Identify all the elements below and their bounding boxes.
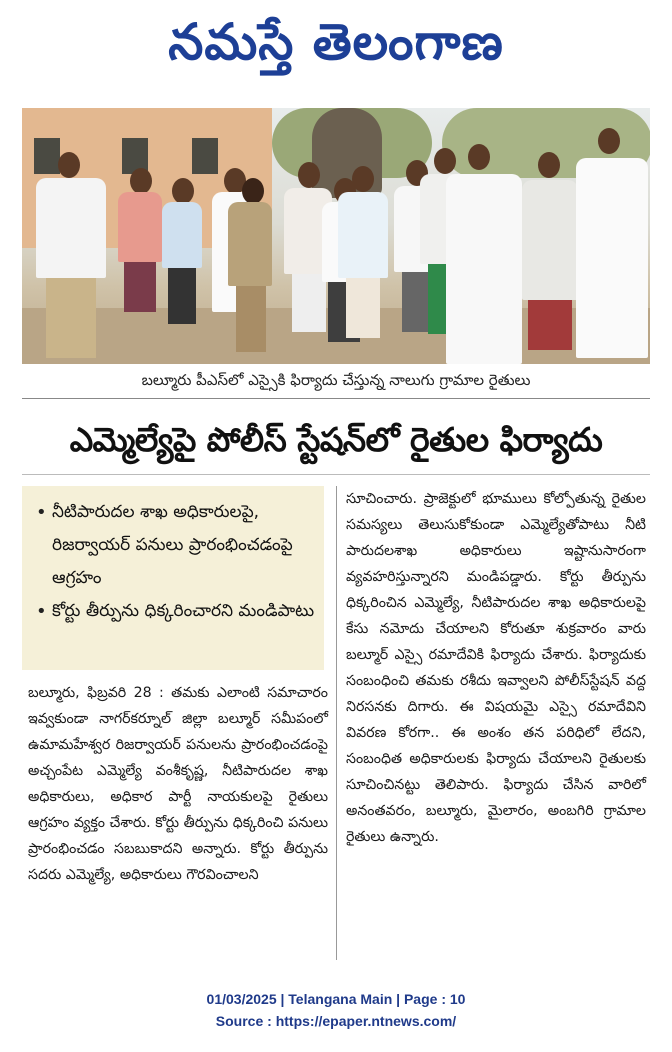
column-divider	[336, 486, 337, 960]
footer-source-link[interactable]: Source : https://epaper.ntnews.com/	[215, 1013, 457, 1029]
caption-divider	[22, 398, 650, 399]
photo-caption: బల్మూరు పీఎస్‌లో ఎస్సైకి ఫిర్యాదు చేస్తున్న నాలుగు గ్రామాల రైతులు	[141, 371, 531, 389]
news-photo	[22, 108, 650, 364]
highlights-box	[22, 486, 324, 670]
highlight-item: • నీటిపారుదల శాఖ అధికారులపై, రిజర్వాయర్ పనులు ప్రారంభించడంపై ఆగ్రహం	[36, 496, 316, 595]
highlight-item: • కోర్టు తీర్పును ధిక్కరించారని మండిపాటు	[36, 595, 316, 628]
article-paragraph: సూచించారు. ప్రాజెక్టులో భూములు కోల్పోతున్న రైతుల సమస్యలు తెలుసుకోకుండా ఎమ్మెల్యేతోపాటు నీటి పారుదలశాఖ అధికారులు ఇష్టానుసారంగా వ్యవహరిస్తున్నారని మండిపడ్డారు. కోర్టు తీర్పును ధిక్కరించిన ఎమ్మెల్యే, నీటిపారుదల శాఖ అధికారులపై కేసు నమోదు చేయాలని కోరుతూ శుక్రవారం వారు బల్మూర్ ఎస్సై రమాదేవికి ఫిర్యాదు చేశారు. ఫిర్యాదుకు సంబంధించి తమకు రశీదు ఇవ్వాలని పోలీస్‌స్టేషన్ వద్ద నిరసనకు దిగారు. ఈ విషయమై ఎస్సై రమాదేవిని వివరణ కోరగా.. ఈ అంశం తన పరిధిలో లేదని, సంబంధిత అధికారులకు ఫిర్యాదు చేయాలని రైతులకు సూచించినట్టు తెలిపారు. ఫిర్యాదు చేసిన వారిలో అనంతవరం, బల్మూరు, మైలారం, అంబగిరి గ్రామాల రైతులు ఉన్నారు.	[346, 491, 646, 845]
headline: ఎమ్మెల్యేపై పోలీస్ స్టేషన్‌లో రైతుల ఫిర్యాదు	[69, 420, 603, 459]
masthead-title: నమస్తే తెలంగాణ	[168, 12, 504, 71]
footer-date-line: 01/03/2025 | Telangana Main | Page : 10	[206, 991, 466, 1007]
article-body-right	[346, 486, 646, 850]
headline-divider	[22, 474, 650, 475]
article-paragraph: బల్మూరు, ఫిబ్రవరి 28 : తమకు ఎలాంటి సమాచారం ఇవ్వకుండా నాగర్‌కర్నూల్ జిల్లా బల్మూర్ సమీపంలో ఉమామహేశ్వర రిజర్వాయర్ పనులను ప్రారంభించడంపై అచ్చంపేట ఎమ్మెల్యే వంశీకృష్ణ, నీటిపారుదల శాఖ అధికారులు, అధికార పార్టీ నాయకులపై రైతులు ఆగ్రహం వ్యక్తం చేశారు. కోర్టు తీర్పును ధిక్కరించి పనులు ప్రారంభించడం సబబుకాదని అన్నారు. కోర్టు తీర్పును సదరు ఎమ్మెల్యే, అధికారులు గౌరవించాలని	[28, 685, 328, 883]
footer	[0, 988, 672, 1032]
article-body-left	[28, 680, 328, 888]
